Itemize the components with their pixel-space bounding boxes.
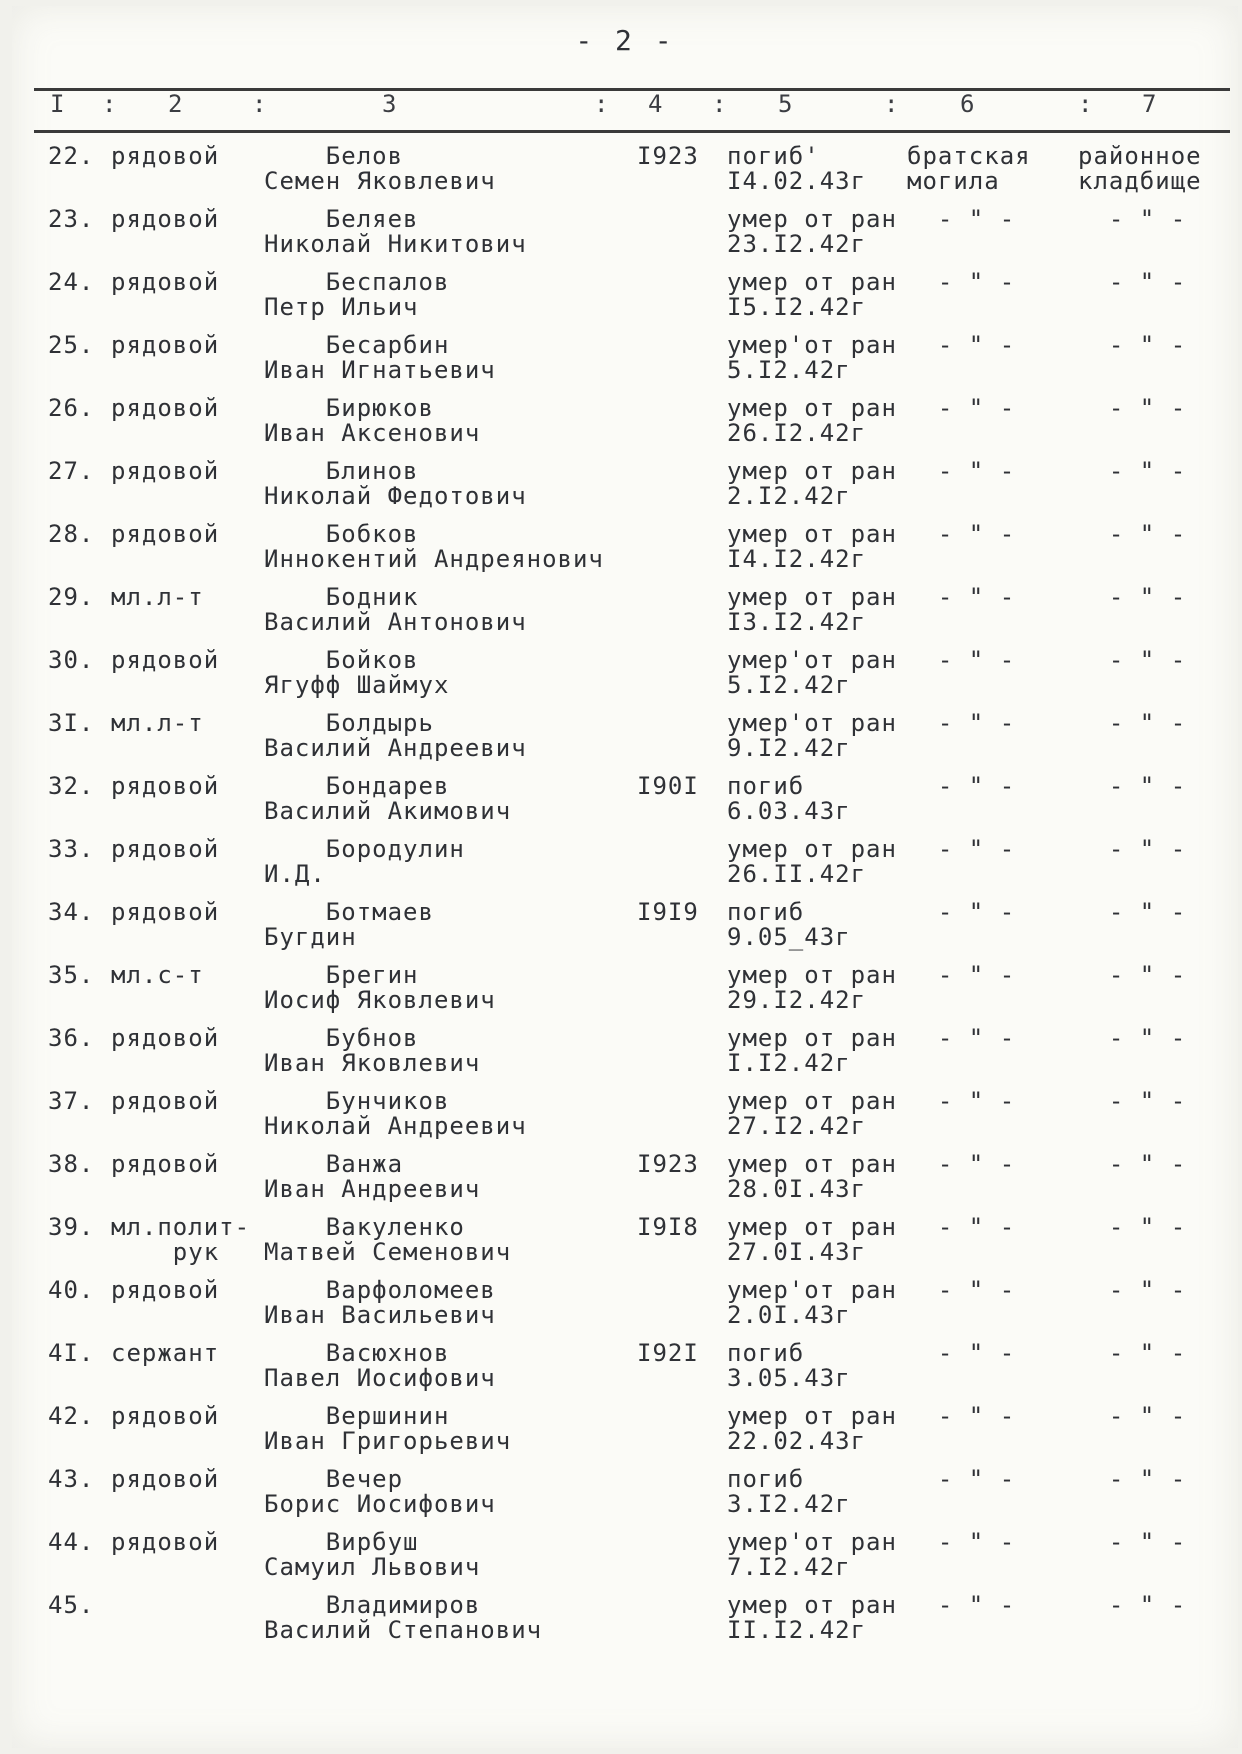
fate-and-date: умер'от ран 9.I2.42г bbox=[727, 709, 897, 762]
birth-year: I923 bbox=[637, 1150, 699, 1178]
entry-number: 32. bbox=[48, 772, 95, 800]
entry-number: 30. bbox=[48, 646, 95, 674]
table-row bbox=[12, 963, 1238, 1023]
burial-type: - " - bbox=[907, 646, 1016, 674]
person-name: Болдырь Василий Андреевич bbox=[264, 709, 527, 762]
burial-type: - " - bbox=[907, 1465, 1016, 1493]
rank: рядовой bbox=[111, 457, 220, 485]
entry-number: 35. bbox=[48, 961, 95, 989]
burial-type: - " - bbox=[907, 1402, 1016, 1430]
column-number: I bbox=[50, 90, 65, 118]
entry-number: 38. bbox=[48, 1150, 95, 1178]
rank: рядовой bbox=[111, 394, 220, 422]
person-name: Ванжа Иван Андреевич bbox=[264, 1150, 481, 1203]
fate-and-date: умер от ран 26.I2.42г bbox=[727, 394, 897, 447]
entry-number: 28. bbox=[48, 520, 95, 548]
column-number: 7 bbox=[1142, 90, 1157, 118]
rank: рядовой bbox=[111, 1024, 220, 1052]
table-row bbox=[12, 1215, 1238, 1275]
burial-place: - " - bbox=[1078, 646, 1187, 674]
fate-and-date: умер от ран I.I2.42г bbox=[727, 1024, 897, 1077]
burial-type: - " - bbox=[907, 268, 1016, 296]
fate-and-date: умер от ран I4.I2.42г bbox=[727, 520, 897, 573]
column-number: 5 bbox=[778, 90, 793, 118]
burial-place: - " - bbox=[1078, 1402, 1187, 1430]
person-name: Бодник Василий Антонович bbox=[264, 583, 527, 636]
rank: сержант bbox=[111, 1339, 220, 1367]
rank: рядовой bbox=[111, 520, 220, 548]
fate-and-date: погиб 3.I2.42г bbox=[727, 1465, 851, 1518]
fate-and-date: умер от ран 27.0I.43г bbox=[727, 1213, 897, 1266]
fate-and-date: умер от ран II.I2.42г bbox=[727, 1591, 897, 1644]
burial-type: - " - bbox=[907, 1213, 1016, 1241]
header-bottom-rule bbox=[34, 130, 1230, 133]
fate-and-date: умер от ран 29.I2.42г bbox=[727, 961, 897, 1014]
burial-place: - " - bbox=[1078, 394, 1187, 422]
rank: мл.л-т bbox=[111, 583, 204, 611]
burial-place: районное кладбище bbox=[1078, 142, 1202, 195]
person-name: Вечер Борис Иосифович bbox=[264, 1465, 496, 1518]
burial-type: - " - bbox=[907, 898, 1016, 926]
rank: рядовой bbox=[111, 268, 220, 296]
fate-and-date: погиб 6.03.43г bbox=[727, 772, 851, 825]
column-number: 2 bbox=[168, 90, 183, 118]
column-separator: : bbox=[102, 90, 117, 118]
table-row bbox=[12, 522, 1238, 582]
burial-type: - " - bbox=[907, 1150, 1016, 1178]
fate-and-date: умер'от ран 2.0I.43г bbox=[727, 1276, 897, 1329]
fate-and-date: умер от ран 26.II.42г bbox=[727, 835, 897, 888]
burial-place: - " - bbox=[1078, 1339, 1187, 1367]
person-name: Бондарев Василий Акимович bbox=[264, 772, 512, 825]
table-row bbox=[12, 648, 1238, 708]
table-row bbox=[12, 711, 1238, 771]
table-row bbox=[12, 1467, 1238, 1527]
entry-number: 29. bbox=[48, 583, 95, 611]
birth-year: I92I bbox=[637, 1339, 699, 1367]
burial-place: - " - bbox=[1078, 1024, 1187, 1052]
burial-place: - " - bbox=[1078, 709, 1187, 737]
table-row bbox=[12, 1152, 1238, 1212]
rank: рядовой bbox=[111, 1150, 220, 1178]
fate-and-date: умер от ран 23.I2.42г bbox=[727, 205, 897, 258]
burial-place: - " - bbox=[1078, 961, 1187, 989]
rank: рядовой bbox=[111, 772, 220, 800]
burial-place: - " - bbox=[1078, 331, 1187, 359]
entry-number: 24. bbox=[48, 268, 95, 296]
column-number: 6 bbox=[960, 90, 975, 118]
person-name: Беспалов Петр Ильич bbox=[264, 268, 450, 321]
person-name: Брегин Иосиф Яковлевич bbox=[264, 961, 496, 1014]
entry-number: 39. bbox=[48, 1213, 95, 1241]
burial-place: - " - bbox=[1078, 1276, 1187, 1304]
table-row bbox=[12, 1404, 1238, 1464]
table-row bbox=[12, 837, 1238, 897]
birth-year: I923 bbox=[637, 142, 699, 170]
burial-place: - " - bbox=[1078, 583, 1187, 611]
entry-number: 27. bbox=[48, 457, 95, 485]
burial-place: - " - bbox=[1078, 1213, 1187, 1241]
person-name: Бунчиков Николай Андреевич bbox=[264, 1087, 527, 1140]
column-separator: : bbox=[884, 90, 899, 118]
entry-number: 25. bbox=[48, 331, 95, 359]
table-row bbox=[12, 774, 1238, 834]
person-name: Васюхнов Павел Иосифович bbox=[264, 1339, 496, 1392]
table-row bbox=[12, 1026, 1238, 1086]
entry-number: 4I. bbox=[48, 1339, 95, 1367]
entry-number: 42. bbox=[48, 1402, 95, 1430]
person-name: Варфоломеев Иван Васильевич bbox=[264, 1276, 496, 1329]
person-name: Вирбуш Самуил Львович bbox=[264, 1528, 481, 1581]
burial-place: - " - bbox=[1078, 1150, 1187, 1178]
burial-place: - " - bbox=[1078, 205, 1187, 233]
table-row bbox=[12, 585, 1238, 645]
burial-place: - " - bbox=[1078, 1087, 1187, 1115]
person-name: Беляев Николай Никитович bbox=[264, 205, 527, 258]
rank: рядовой bbox=[111, 835, 220, 863]
fate-and-date: умер от ран 22.02.43г bbox=[727, 1402, 897, 1455]
rank: рядовой bbox=[111, 1528, 220, 1556]
birth-year: I9I9 bbox=[637, 898, 699, 926]
table-row bbox=[12, 1593, 1238, 1653]
entry-number: 26. bbox=[48, 394, 95, 422]
person-name: Владимиров Василий Степанович bbox=[264, 1591, 543, 1644]
column-separator: : bbox=[594, 90, 609, 118]
table-row bbox=[12, 1089, 1238, 1149]
person-name: Бобков Иннокентий Андреянович bbox=[264, 520, 604, 573]
table-row bbox=[12, 396, 1238, 456]
column-number-header bbox=[12, 90, 1238, 120]
entry-number: 23. bbox=[48, 205, 95, 233]
burial-type: - " - bbox=[907, 835, 1016, 863]
person-name: Бородулин И.Д. bbox=[264, 835, 465, 888]
fate-and-date: умер'от ран 5.I2.42г bbox=[727, 331, 897, 384]
burial-place: - " - bbox=[1078, 898, 1187, 926]
page-number: - 2 - bbox=[575, 24, 675, 57]
burial-type: - " - bbox=[907, 205, 1016, 233]
entry-number: 22. bbox=[48, 142, 95, 170]
burial-type: - " - bbox=[907, 1276, 1016, 1304]
rank: рядовой bbox=[111, 1087, 220, 1115]
burial-place: - " - bbox=[1078, 457, 1187, 485]
burial-type: - " - bbox=[907, 1087, 1016, 1115]
burial-type: - " - bbox=[907, 709, 1016, 737]
column-number: 3 bbox=[382, 90, 397, 118]
person-name: Бойков Ягуфф Шаймух bbox=[264, 646, 450, 699]
birth-year: I90I bbox=[637, 772, 699, 800]
burial-type: - " - bbox=[907, 457, 1016, 485]
burial-place: - " - bbox=[1078, 772, 1187, 800]
burial-place: - " - bbox=[1078, 520, 1187, 548]
burial-type: - " - bbox=[907, 394, 1016, 422]
person-name: Вершинин Иван Григорьевич bbox=[264, 1402, 512, 1455]
table-row bbox=[12, 333, 1238, 393]
fate-and-date: погиб 9.05_43г bbox=[727, 898, 851, 951]
burial-type: - " - bbox=[907, 520, 1016, 548]
table-row bbox=[12, 1530, 1238, 1590]
entry-number: 3I. bbox=[48, 709, 95, 737]
column-separator: : bbox=[712, 90, 727, 118]
rank: мл.с-т bbox=[111, 961, 204, 989]
fate-and-date: умер от ран I3.I2.42г bbox=[727, 583, 897, 636]
burial-type: - " - bbox=[907, 583, 1016, 611]
rank: рядовой bbox=[111, 1465, 220, 1493]
table-row bbox=[12, 459, 1238, 519]
rank: рядовой bbox=[111, 205, 220, 233]
fate-and-date: умер'от ран 5.I2.42г bbox=[727, 646, 897, 699]
entry-number: 44. bbox=[48, 1528, 95, 1556]
burial-type: - " - bbox=[907, 331, 1016, 359]
entry-number: 34. bbox=[48, 898, 95, 926]
burial-type: - " - bbox=[907, 1339, 1016, 1367]
table-row bbox=[12, 900, 1238, 960]
rank: рядовой bbox=[111, 1276, 220, 1304]
burial-place: - " - bbox=[1078, 1465, 1187, 1493]
birth-year: I9I8 bbox=[637, 1213, 699, 1241]
fate-and-date: погиб' I4.02.43г bbox=[727, 142, 867, 195]
table-row bbox=[12, 207, 1238, 267]
entry-number: 40. bbox=[48, 1276, 95, 1304]
burial-place: - " - bbox=[1078, 1591, 1187, 1619]
fate-and-date: умер от ран I5.I2.42г bbox=[727, 268, 897, 321]
burial-type: - " - bbox=[907, 1591, 1016, 1619]
burial-type: братская могила bbox=[907, 142, 1031, 195]
fate-and-date: погиб 3.05.43г bbox=[727, 1339, 851, 1392]
person-name: Бесарбин Иван Игнатьевич bbox=[264, 331, 496, 384]
burial-place: - " - bbox=[1078, 1528, 1187, 1556]
burial-type: - " - bbox=[907, 961, 1016, 989]
rank: рядовой bbox=[111, 898, 220, 926]
rank: рядовой bbox=[111, 142, 220, 170]
document-page bbox=[12, 6, 1238, 1748]
column-separator: : bbox=[252, 90, 267, 118]
person-name: Белов Семен Яковлевич bbox=[264, 142, 496, 195]
person-name: Бубнов Иван Яковлевич bbox=[264, 1024, 481, 1077]
entry-number: 43. bbox=[48, 1465, 95, 1493]
rank: рядовой bbox=[111, 646, 220, 674]
column-number: 4 bbox=[648, 90, 663, 118]
burial-place: - " - bbox=[1078, 268, 1187, 296]
burial-type: - " - bbox=[907, 772, 1016, 800]
entry-number: 36. bbox=[48, 1024, 95, 1052]
table-row bbox=[12, 1341, 1238, 1401]
entry-number: 33. bbox=[48, 835, 95, 863]
table-row bbox=[12, 270, 1238, 330]
fate-and-date: умер от ран 2.I2.42г bbox=[727, 457, 897, 510]
burial-place: - " - bbox=[1078, 835, 1187, 863]
person-name: Бирюков Иван Аксенович bbox=[264, 394, 481, 447]
person-name: Вакуленко Матвей Семенович bbox=[264, 1213, 512, 1266]
burial-type: - " - bbox=[907, 1024, 1016, 1052]
rank: рядовой bbox=[111, 331, 220, 359]
fate-and-date: умер от ран 28.0I.43г bbox=[727, 1150, 897, 1203]
column-separator: : bbox=[1078, 90, 1093, 118]
table-row bbox=[12, 144, 1238, 204]
entry-number: 37. bbox=[48, 1087, 95, 1115]
rank: рядовой bbox=[111, 1402, 220, 1430]
person-name: Блинов Николай Федотович bbox=[264, 457, 527, 510]
fate-and-date: умер от ран 27.I2.42г bbox=[727, 1087, 897, 1140]
rank: мл.л-т bbox=[111, 709, 204, 737]
entry-number: 45. bbox=[48, 1591, 95, 1619]
person-name: Ботмаев Бугдин bbox=[264, 898, 434, 951]
fate-and-date: умер'от ран 7.I2.42г bbox=[727, 1528, 897, 1581]
table-row bbox=[12, 1278, 1238, 1338]
burial-type: - " - bbox=[907, 1528, 1016, 1556]
rank: мл.полит- рук bbox=[111, 1213, 251, 1266]
